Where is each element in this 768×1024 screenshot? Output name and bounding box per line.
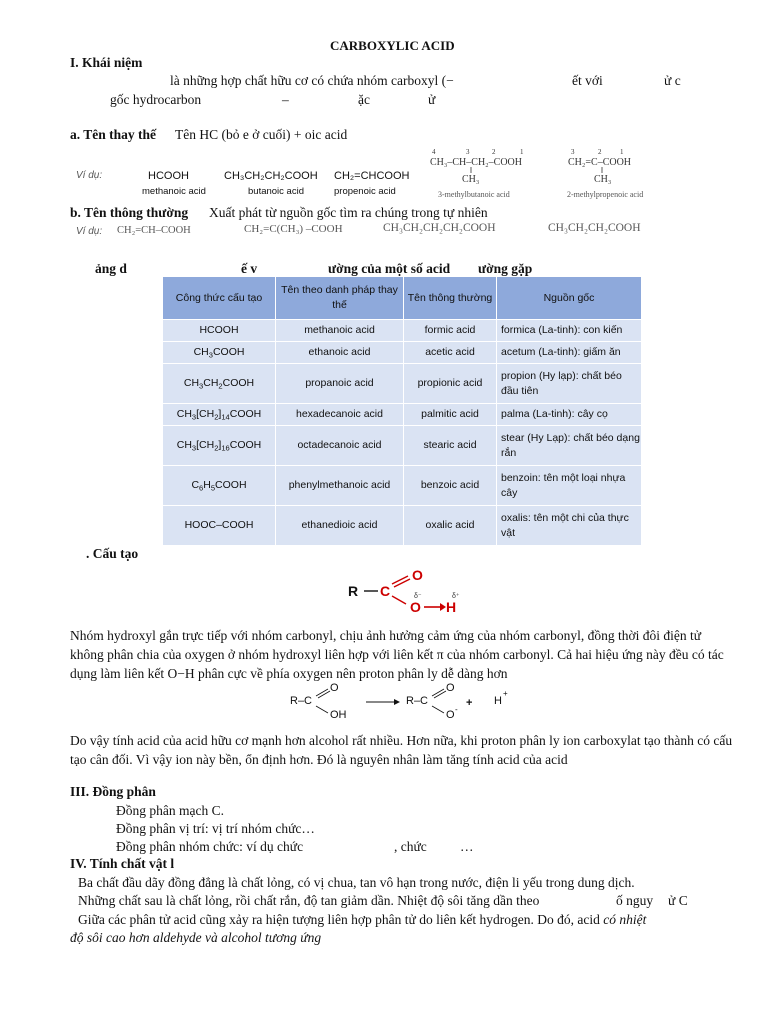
substitutive-name-label: a. Tên thay thế <box>70 127 157 142</box>
concept-line-2-frag-b: – <box>282 92 289 107</box>
concept-line-1-frag-b: ết với <box>572 73 603 88</box>
concept-line-2: gốc hydrocarbon <box>110 92 202 107</box>
isomer-line-2: Đồng phân vị trí: vị trí nhóm chức… <box>116 821 315 836</box>
concept-line-2-frag-d: ử <box>428 92 436 107</box>
svg-text:CH₃: CH₃ <box>594 174 612 185</box>
physical-line-2-frag-c: ử C <box>668 893 688 908</box>
example-name-5: 2-methylpropenoic acid <box>567 190 644 199</box>
svg-text:3: 3 <box>571 148 575 156</box>
svg-text:2: 2 <box>492 148 496 156</box>
physical-heading: IV. Tính chất vật l <box>70 856 175 871</box>
table-caption-d: ường gặp <box>478 261 533 276</box>
svg-text:+: + <box>466 697 473 709</box>
svg-text:δ⁺: δ⁺ <box>452 593 460 600</box>
common-cell: palmitic acid <box>404 404 497 426</box>
example-name-1: methanoic acid <box>142 186 206 197</box>
svg-text:4: 4 <box>432 148 436 156</box>
dissociation-equation <box>286 680 526 724</box>
svg-text:O: O <box>410 599 421 615</box>
origin-cell: oxalis: tên một chi của thực vật <box>497 506 642 546</box>
example-label: Ví dụ: <box>76 170 103 181</box>
iupac-cell: ethanedioic acid <box>276 506 404 546</box>
common-cell: stearic acid <box>404 426 497 466</box>
origin-cell: palma (La-tinh): cây cọ <box>497 404 642 426</box>
iupac-cell: ethanoic acid <box>276 342 404 364</box>
iupac-cell: propanoic acid <box>276 364 404 404</box>
svg-text:R: R <box>348 583 359 599</box>
svg-text:O: O <box>330 682 339 694</box>
carboxyl-structure-diagram <box>340 564 470 620</box>
example-name-2: butanoic acid <box>248 186 304 197</box>
isomer-line-3-frag-c: … <box>460 839 474 854</box>
common-example-2: CH₂=C(CH₃) –COOH <box>244 223 343 235</box>
physical-line-2-frag-b: ố nguy <box>616 893 654 908</box>
svg-text:CH₃: CH₃ <box>462 174 480 185</box>
example-name-4: 3-methylbutanoic acid <box>438 190 510 199</box>
table-row <box>163 320 642 342</box>
svg-text:O: O <box>412 567 423 583</box>
svg-text:O: O <box>446 682 455 694</box>
svg-text:1: 1 <box>520 148 524 156</box>
common-name-label: b. Tên thông thường <box>70 205 189 220</box>
svg-text:C: C <box>380 583 391 599</box>
example-formula-2: CH₃CH₂CH₂COOH <box>224 170 318 182</box>
common-example-3: CH₃CH₂CH₂CH₂COOH <box>383 222 496 234</box>
common-cell: benzoic acid <box>404 466 497 506</box>
origin-cell: stear (Hy Lạp): chất béo dạng rắn <box>497 426 642 466</box>
table-caption-c: ường của một số acid <box>328 261 451 276</box>
svg-text:-: - <box>455 705 458 714</box>
common-cell: formic acid <box>404 320 497 342</box>
formula-cell: HOOC–COOH <box>163 506 276 546</box>
formula-cell: HCOOH <box>163 320 276 342</box>
physical-line-1: Ba chất đầu dãy đồng đẳng là chất lỏng, có vị chua, tan vô hạn trong nước, điện li yếu trong dung dịch. <box>78 875 635 890</box>
isomer-line-3-frag-b: , chức <box>394 839 427 854</box>
svg-text:2: 2 <box>598 148 602 156</box>
physical-line-2: Những chất sau là chất lỏng, rồi chất rắn, độ tan giảm dần. Nhiệt độ sôi tăng dần theo <box>78 893 540 908</box>
formula-cell: $CH_3[CH_2]_{14}COOH$ <box>163 404 276 426</box>
formula-cell: $CH_3CH_2COOH$ <box>163 364 276 404</box>
svg-text:1: 1 <box>620 148 624 156</box>
table-row <box>163 342 642 364</box>
svg-text:CH₂=C–COOH: CH₂=C–COOH <box>568 157 632 168</box>
common-cell: propionic acid <box>404 364 497 404</box>
svg-text:OH: OH <box>330 709 347 721</box>
table-header-row <box>163 277 642 320</box>
svg-text:O: O <box>446 709 455 721</box>
origin-cell: benzoin: tên một loại nhựa cây <box>497 466 642 506</box>
table-row <box>163 404 642 426</box>
example-label-b: Ví dụ: <box>76 226 103 237</box>
isomer-line-1: Đồng phân mạch C. <box>116 803 224 818</box>
concept-line-1: là những hợp chất hữu cơ có chứa nhóm carboxyl (− <box>170 73 454 88</box>
iupac-cell: hexadecanoic acid <box>276 404 404 426</box>
isomer-line-3: Đồng phân nhóm chức: ví dụ chức <box>116 839 304 854</box>
physical-line-3-italic: có nhiệt <box>603 912 647 927</box>
origin-cell: propion (Hy lạp): chất béo đầu tiên <box>497 364 642 404</box>
example-formula-1: HCOOH <box>148 170 189 182</box>
svg-text:H: H <box>494 695 502 707</box>
svg-text:R–C: R–C <box>290 695 313 707</box>
svg-text:H: H <box>446 599 457 615</box>
iupac-cell: phenylmethanoic acid <box>276 466 404 506</box>
example-name-3: propenoic acid <box>334 186 396 197</box>
table-header-formula: Công thức cấu tạo <box>163 277 276 320</box>
table-caption-b: ế v <box>241 261 258 276</box>
example-formula-3: CH₂=CHCOOH <box>334 170 410 182</box>
table-header-common: Tên thông thường <box>404 277 497 320</box>
common-cell: oxalic acid <box>404 506 497 546</box>
section-concept-heading: I. Khái niệm <box>70 55 143 70</box>
structure-paragraph-1: Nhóm hydroxyl gắn trực tiếp với nhóm carbonyl, chịu ảnh hưởng cảm ứng của nhóm carbonyl, đồng thời đôi điện tử không phân chia của oxygen ở nhóm hydroxyl liên hợp với liên kết π của nhóm carbonyl. Cả hai hiệu ứng này đều có tác dụng làm liên kết O−H phân cực về phía oxygen nên proton phân ly dễ dàng hơn <box>70 628 724 681</box>
table-caption-a: ảng d <box>95 261 127 276</box>
acid-names-table <box>162 276 642 546</box>
physical-line-3-text: Giữa các phân tử acid cũng xảy ra hiện tượng liên hợp phân tử do liên kết hydrogen. Do đó, acid <box>78 912 600 927</box>
table-row <box>163 426 642 466</box>
svg-text:3: 3 <box>466 148 470 156</box>
table-row <box>163 506 642 546</box>
table-header-origin: Nguồn gốc <box>497 277 642 320</box>
isomer-heading: III. Đồng phân <box>70 784 156 799</box>
table-row <box>163 466 642 506</box>
table-row <box>163 364 642 404</box>
common-name-rule: Xuất phát từ nguồn gốc tìm ra chúng trong tự nhiên <box>209 205 488 220</box>
physical-line-4: độ sôi cao hơn aldehyde và alcohol tương ứng <box>70 930 322 945</box>
svg-text:R–C: R–C <box>406 695 429 707</box>
common-cell: acetic acid <box>404 342 497 364</box>
origin-cell: acetum (La-tinh): giấm ăn <box>497 342 642 364</box>
formula-cell: $C_6H_5COOH$ <box>163 466 276 506</box>
page-title: CARBOXYLIC ACID <box>330 38 455 53</box>
iupac-cell: methanoic acid <box>276 320 404 342</box>
concept-line-2-frag-c: ặc <box>358 92 370 107</box>
common-example-4: CH₃CH₂CH₂COOH <box>548 222 641 234</box>
iupac-cell: octadecanoic acid <box>276 426 404 466</box>
table-header-iupac: Tên theo danh pháp thay thế <box>276 277 404 320</box>
common-example-1: CH₂=CH–COOH <box>117 225 191 236</box>
structure-paragraph-2: Do vậy tính acid của acid hữu cơ mạnh hơn alcohol rất nhiều. Hơn nữa, khi proton phân ly ion carboxylat tạo thành có cấu tạo cân đối. Vì vậy ion này bền, ổn định hơn. Đó là nguyên nhân làm tăng tính acid của acid <box>70 733 733 767</box>
formula-cell: $CH_3[CH_2]_{16}COOH$ <box>163 426 276 466</box>
svg-text:+: + <box>503 689 508 698</box>
concept-line-1-frag-c: ử c <box>664 73 681 88</box>
physical-line-3 <box>78 912 646 928</box>
formula-cell: $CH_3COOH$ <box>163 342 276 364</box>
origin-cell: formica (La-tinh): con kiến <box>497 320 642 342</box>
svg-text:δ⁻: δ⁻ <box>414 593 422 600</box>
substitutive-name-rule: Tên HC (bỏ e ở cuối) + oic acid <box>175 127 348 142</box>
structure-heading: . Cấu tạo <box>86 546 139 561</box>
svg-text:CH₃–CH–CH₂–COOH: CH₃–CH–CH₂–COOH <box>430 157 522 168</box>
